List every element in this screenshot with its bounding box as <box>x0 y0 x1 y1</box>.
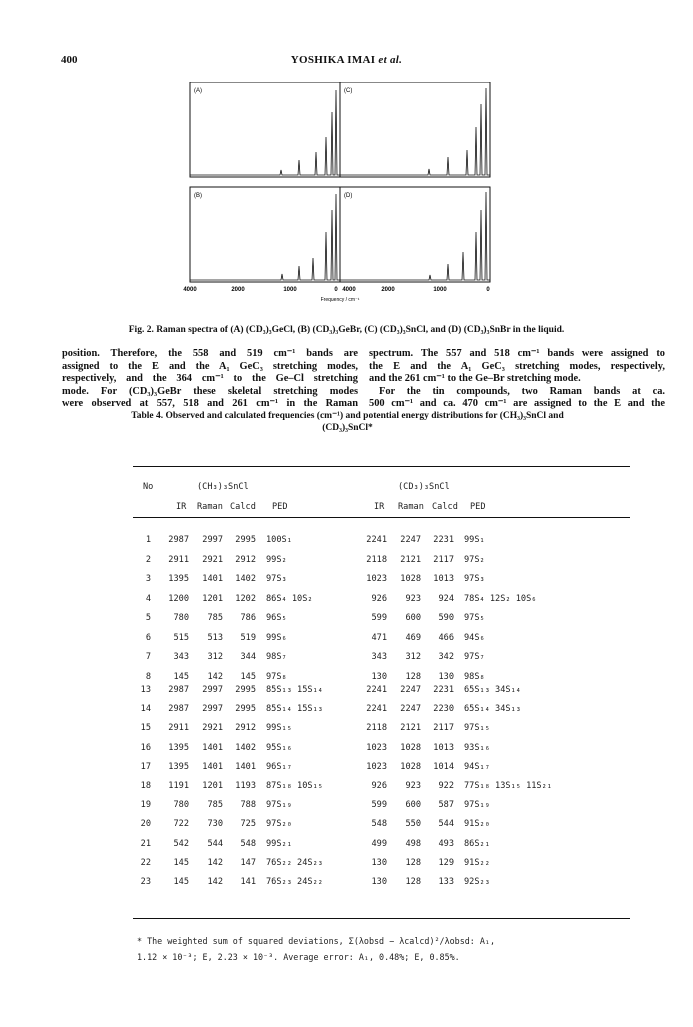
table-cell: 130 <box>371 857 387 868</box>
table-footnote-line: * The weighted sum of squared deviations, Σ(λobsd − λcalcd)²/λobsd: A₁, <box>137 936 495 946</box>
running-title <box>0 54 693 66</box>
panel-label-b: (B) <box>194 193 202 199</box>
table-cell: 97S₈ <box>266 671 287 682</box>
table-cell: 1401 <box>202 761 223 772</box>
spectrum-c <box>340 88 490 175</box>
panel-d <box>340 187 490 282</box>
table-cell: 1401 <box>202 742 223 753</box>
table-cell: 550 <box>405 819 421 830</box>
table-cell: 145 <box>240 671 256 682</box>
table-cell: 544 <box>207 838 223 849</box>
table-cell: 97S₁₉ <box>266 800 292 811</box>
subhead-raman: Raman <box>398 502 424 512</box>
table-cell: 77S₁₈ 13S₁₅ 11S₂₁ <box>464 781 552 791</box>
table-bottom-rule <box>133 918 630 919</box>
table-cell: 97S₂ <box>464 554 485 565</box>
spectrum-a <box>190 90 340 175</box>
table-cell: 100S₁ <box>266 535 292 545</box>
table-cell: 519 <box>240 632 256 643</box>
table-cell: 5 <box>145 613 151 623</box>
table-cell: 548 <box>371 819 387 830</box>
body-text-left <box>62 348 358 411</box>
table-cell: 493 <box>438 838 454 849</box>
table-cell: 99S₆ <box>266 632 287 643</box>
table-cell: 65S₁₄ 34S₁₃ <box>464 704 521 715</box>
table-cell: 23 <box>140 877 151 887</box>
table-cell: 8 <box>145 671 151 682</box>
table-cell: 128 <box>405 857 421 868</box>
text-line: the E and the A₁ GeC₃ stretching modes, respectively, <box>369 360 665 372</box>
table-cell: 99S₂₁ <box>266 838 292 849</box>
spectrum-b <box>190 194 340 280</box>
table-cell: 466 <box>438 632 454 643</box>
table-cell: 1201 <box>202 781 223 791</box>
table-cell: 926 <box>371 781 387 791</box>
table-cell: 1023 <box>366 761 387 772</box>
subhead-calcd: Calcd <box>230 502 256 512</box>
table-cell: 65S₁₃ 34S₁₄ <box>464 685 521 695</box>
table-cell: 1395 <box>168 742 189 753</box>
table-cell: 92S₂₃ <box>464 877 490 887</box>
table-cell: 141 <box>240 877 256 887</box>
table-cell: 725 <box>240 819 256 830</box>
table-cell: 14 <box>140 704 151 715</box>
x-axis-ticks <box>183 287 490 303</box>
table-cell: 515 <box>173 632 189 643</box>
table-cell: 780 <box>173 800 189 811</box>
panel-b <box>190 187 340 282</box>
raman-spectra-figure <box>150 82 530 322</box>
table-cell: 922 <box>438 781 454 791</box>
table-cell: 21 <box>140 838 151 849</box>
table-cell: 786 <box>240 613 256 623</box>
table-cell: 145 <box>173 857 189 868</box>
table-cell: 18 <box>140 781 151 791</box>
table-cell: 147 <box>240 857 256 868</box>
table-cell: 99S₂ <box>266 554 287 565</box>
panel-label-d: (D) <box>344 193 353 199</box>
panel-label-c: (C) <box>344 88 353 94</box>
table-cell: 1023 <box>366 742 387 753</box>
table-cell: 2247 <box>400 685 421 695</box>
table-cell: 785 <box>207 613 223 623</box>
page-number: 400 <box>61 54 78 66</box>
table-cell: 2995 <box>235 685 256 695</box>
text-line: respectively, and the 364 cm⁻¹ to the Ge–Cl stretching <box>62 373 358 385</box>
table-cell: 1028 <box>400 742 421 753</box>
table-cell: 1 <box>145 535 151 545</box>
tick-label: 1000 <box>283 287 297 293</box>
table-cell: 97S₁₉ <box>464 800 490 811</box>
table-cell: 13 <box>140 685 151 695</box>
tick-label: 2000 <box>381 287 395 293</box>
table-cell: 99S₁₅ <box>266 723 292 734</box>
text-line: 500 cm⁻¹ and ca. 470 cm⁻¹ are assigned to the E and the <box>369 398 665 410</box>
table-cell: 2995 <box>235 704 256 715</box>
table-cell: 600 <box>405 800 421 811</box>
table-cell: 2987 <box>168 535 189 545</box>
table-cell: 22 <box>140 857 151 868</box>
table-cell: 145 <box>173 877 189 887</box>
table-cell: 133 <box>438 877 454 887</box>
table-cell: 95S₁₆ <box>266 742 292 753</box>
table-head-no: No <box>143 482 154 492</box>
table-cell: 2987 <box>168 685 189 695</box>
table-cell: 97S₁₅ <box>464 723 490 734</box>
text-line: assigned to the E and the A₁ GeC₃ stretching modes, <box>62 360 358 372</box>
table-cell: 1014 <box>433 761 454 772</box>
text-line: For the tin compounds, two Raman bands at ca. <box>379 385 665 397</box>
table-cell: 2911 <box>168 723 189 734</box>
table-cell: 1028 <box>400 574 421 584</box>
table-cell: 542 <box>173 838 189 849</box>
table-cell: 1200 <box>168 593 189 604</box>
table-cell: 19 <box>140 800 151 811</box>
table-cell: 2987 <box>168 704 189 715</box>
tick-label: 1000 <box>433 287 447 293</box>
table-cell: 94S₆ <box>464 632 485 643</box>
table-cell: 96S₁₇ <box>266 761 292 772</box>
table-cell: 730 <box>207 819 223 830</box>
table-cell: 544 <box>438 819 454 830</box>
table-cell: 78S₄ 12S₂ 10S₆ <box>464 593 537 604</box>
table-cell: 722 <box>173 819 189 830</box>
text-line: spectrum. The 557 and 518 cm⁻¹ bands were assigned to <box>369 348 665 359</box>
table-cell: 2911 <box>168 554 189 565</box>
table-cell: 142 <box>207 671 223 682</box>
table-cell: 1028 <box>400 761 421 772</box>
panel-a <box>190 82 340 177</box>
table-cell: 2921 <box>202 723 223 734</box>
table-cell: 926 <box>371 593 387 604</box>
table-cell: 142 <box>207 877 223 887</box>
table-head-rule <box>133 517 630 518</box>
table-cell: 600 <box>405 613 421 623</box>
table-cell: 587 <box>438 800 454 811</box>
subhead-ir: IR <box>176 502 187 512</box>
subhead-calcd: Calcd <box>432 502 458 512</box>
spectrum-d <box>340 192 490 280</box>
table-cell: 98S₇ <box>266 652 287 662</box>
body-text-right <box>369 348 665 411</box>
table-cell: 2230 <box>433 704 454 715</box>
table-cell: 590 <box>438 613 454 623</box>
table-cell: 20 <box>140 819 151 830</box>
running-header <box>0 54 693 70</box>
table-cell: 99S₁ <box>464 535 485 545</box>
table-cell: 86S₂₁ <box>464 838 490 849</box>
table-cell: 2912 <box>235 554 256 565</box>
table-cell: 17 <box>140 761 151 772</box>
table-cell: 76S₂₃ 24S₂₂ <box>266 877 323 887</box>
table-cell: 86S₄ 10S₂ <box>266 593 313 604</box>
table-cell: 2241 <box>366 685 387 695</box>
table-cell: 97S₇ <box>464 652 485 662</box>
table-cell: 130 <box>371 877 387 887</box>
table-cell: 2241 <box>366 535 387 545</box>
table-cell: 97S₃ <box>464 574 485 584</box>
table-cell: 1402 <box>235 742 256 753</box>
text-line: mode. For (CD₃)₃GeBr these skeletal stretching modes <box>62 385 358 397</box>
table-cell: 788 <box>240 800 256 811</box>
table-cell: 342 <box>438 652 454 662</box>
table-cell: 599 <box>371 613 387 623</box>
table-cell: 2997 <box>202 704 223 715</box>
table-cell: 1191 <box>168 781 189 791</box>
table-cell: 2247 <box>400 704 421 715</box>
table-cell: 93S₁₆ <box>464 742 490 753</box>
subhead-ped: PED <box>470 502 486 512</box>
table-cell: 469 <box>405 632 421 643</box>
table-cell: 2121 <box>400 723 421 734</box>
table-cell: 128 <box>405 877 421 887</box>
tick-label: 2000 <box>231 287 245 293</box>
table-cell: 785 <box>207 800 223 811</box>
table-cell: 2247 <box>400 535 421 545</box>
table-cell: 1013 <box>433 742 454 753</box>
table-cell: 513 <box>207 632 223 643</box>
table-cell: 498 <box>405 838 421 849</box>
table-cell: 2118 <box>366 723 387 734</box>
table-cell: 2995 <box>235 535 256 545</box>
table-cell: 2117 <box>433 723 454 734</box>
subhead-ped: PED <box>272 502 288 512</box>
table-cell: 1202 <box>235 593 256 604</box>
table-cell: 7 <box>145 652 151 662</box>
table-cell: 16 <box>140 742 151 753</box>
table-cell: 2241 <box>366 704 387 715</box>
table-cell: 2 <box>145 554 151 565</box>
table-cell: 344 <box>240 652 256 662</box>
table-cell: 76S₂₂ 24S₂₃ <box>266 857 323 868</box>
table-cell: 1023 <box>366 574 387 584</box>
table-cell: 471 <box>371 632 387 643</box>
table-cell: 15 <box>140 723 151 734</box>
table-cell: 2997 <box>202 685 223 695</box>
table-cell: 91S₂₂ <box>464 857 490 868</box>
table-cell: 923 <box>405 593 421 604</box>
table-cell: 128 <box>405 671 421 682</box>
table-head-compound1: (CH₃)₃SnCl <box>197 482 249 492</box>
table-cell: 145 <box>173 671 189 682</box>
author-names: YOSHIKA IMAI <box>290 54 376 66</box>
table-cell: 2121 <box>400 554 421 565</box>
table-cell: 85S₁₃ 15S₁₄ <box>266 685 323 695</box>
tick-label: 0 <box>334 287 338 293</box>
table-cell: 1395 <box>168 761 189 772</box>
table-cell: 96S₅ <box>266 613 287 623</box>
table-cell: 6 <box>145 632 151 643</box>
x-axis-label: Frequency / cm⁻¹ <box>320 297 360 303</box>
table-cell: 1193 <box>235 781 256 791</box>
table-cell: 1013 <box>433 574 454 584</box>
table-cell: 130 <box>438 671 454 682</box>
tick-label: 0 <box>486 287 490 293</box>
table-cell: 91S₂₀ <box>464 819 490 830</box>
table-cell: 1401 <box>235 761 256 772</box>
subhead-ir: IR <box>374 502 385 512</box>
table-caption-line: Table 4. Observed and calculated frequencies (cm⁻¹) and potential energy distributions for (CH₃)₃SnCl and <box>131 411 564 421</box>
subhead-raman: Raman <box>197 502 223 512</box>
table-cell: 3 <box>145 574 151 584</box>
table-cell: 129 <box>438 857 454 868</box>
table-cell: 548 <box>240 838 256 849</box>
table-cell: 2231 <box>433 535 454 545</box>
table-cell: 2912 <box>235 723 256 734</box>
table-cell: 312 <box>405 652 421 662</box>
table-cell: 924 <box>438 593 454 604</box>
figure-caption: Fig. 2. Raman spectra of (A) (CD₃)₃GeCl, (B) (CD₃)₃GeBr, (C) (CD₃)₃SnCl, and (D) (CD₃)₃SnBr in the liquid. <box>128 325 565 335</box>
table-cell: 2997 <box>202 535 223 545</box>
table-cell: 85S₁₄ 15S₁₃ <box>266 704 323 715</box>
table-cell: 312 <box>207 652 223 662</box>
table-cell: 343 <box>173 652 189 662</box>
table-cell: 1201 <box>202 593 223 604</box>
panel-c <box>340 82 490 177</box>
table-cell: 97S₂₀ <box>266 819 292 830</box>
tick-label: 4000 <box>183 287 197 293</box>
table-cell: 97S₃ <box>266 574 287 584</box>
table-cell: 2118 <box>366 554 387 565</box>
panel-label-a: (A) <box>194 88 202 94</box>
table-cell: 599 <box>371 800 387 811</box>
table-cell: 780 <box>173 613 189 623</box>
text-line: and the 261 cm⁻¹ to the Ge–Br stretching mode. <box>369 373 581 385</box>
table-cell: 1402 <box>235 574 256 584</box>
table-cell: 343 <box>371 652 387 662</box>
text-line: position. Therefore, the 558 and 519 cm⁻¹ bands are <box>62 348 358 359</box>
table-cell: 1395 <box>168 574 189 584</box>
tick-label: 4000 <box>342 287 356 293</box>
table-cell: 1401 <box>202 574 223 584</box>
table-cell: 923 <box>405 781 421 791</box>
table-cell: 2231 <box>433 685 454 695</box>
table-cell: 87S₁₈ 10S₁₅ <box>266 781 323 791</box>
table-head-compound2: (CD₃)₃SnCl <box>398 482 450 492</box>
table-cell: 94S₁₇ <box>464 761 490 772</box>
table-top-rule <box>133 466 630 467</box>
table-cell: 98S₈ <box>464 671 485 682</box>
et-al: et al. <box>378 54 403 66</box>
table-cell: 499 <box>371 838 387 849</box>
table-cell: 130 <box>371 671 387 682</box>
table-cell: 4 <box>145 593 151 604</box>
table-cell: 2921 <box>202 554 223 565</box>
table-cell: 142 <box>207 857 223 868</box>
text-line: were observed at 557, 518 and 261 cm⁻¹ in the Raman <box>62 398 358 410</box>
table-caption-line: (CD₃)₃SnCl* <box>322 423 373 433</box>
table-cell: 97S₅ <box>464 613 485 623</box>
table-footnote-line: 1.12 × 10⁻³; E, 2.23 × 10⁻³. Average error: A₁, 0.48%; E, 0.85%. <box>137 952 460 962</box>
table-cell: 2117 <box>433 554 454 565</box>
table-caption <box>75 410 620 434</box>
